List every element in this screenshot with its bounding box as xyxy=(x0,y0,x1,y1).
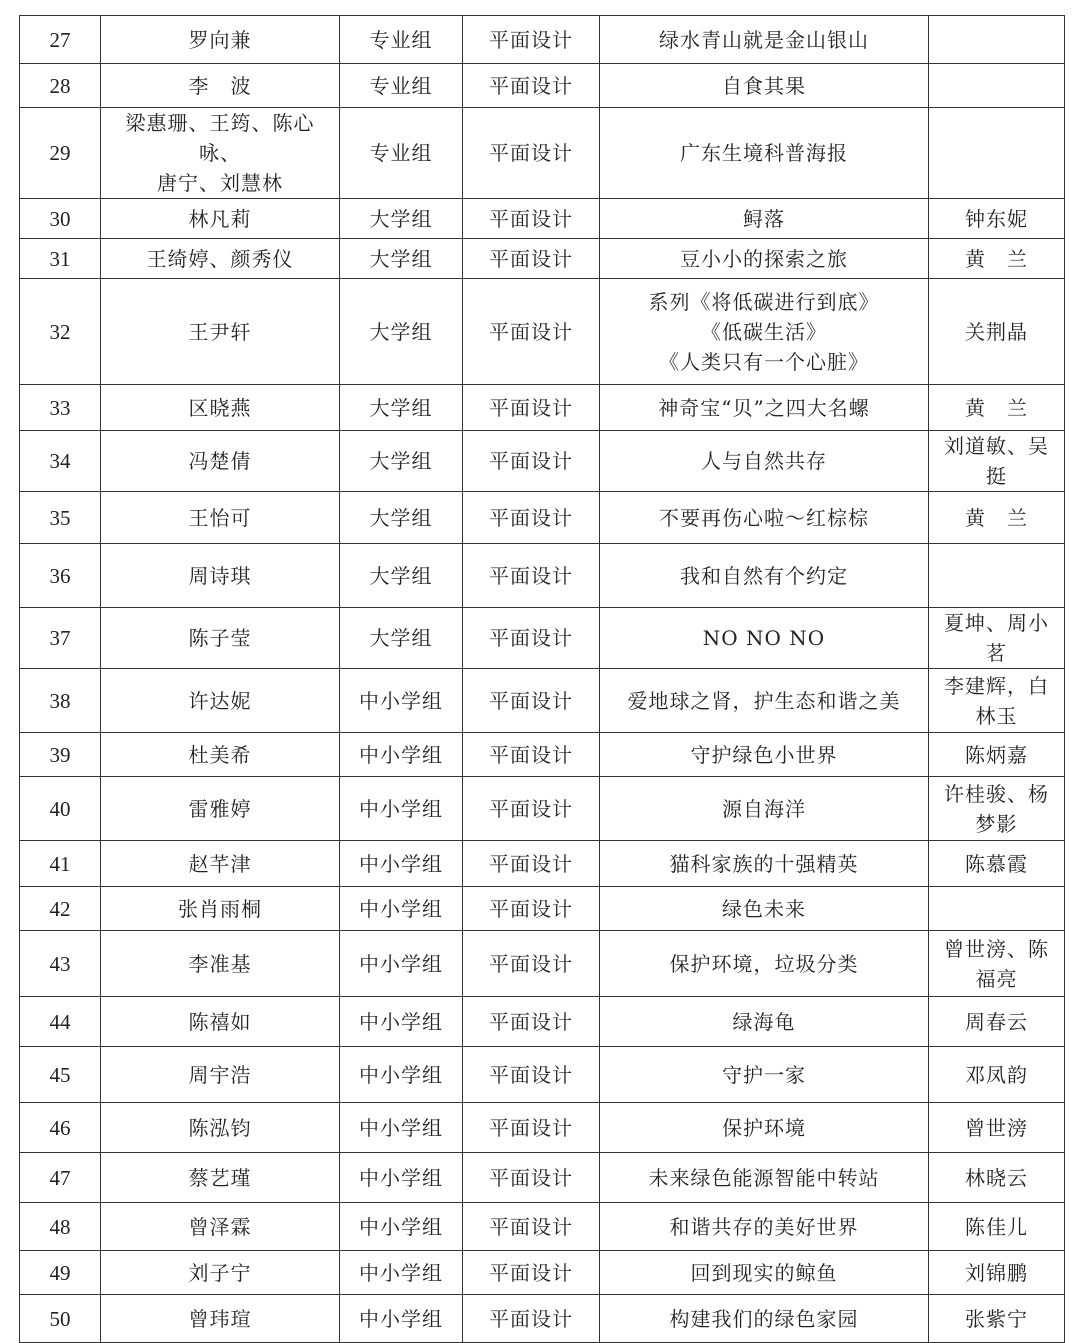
work-title-cell-line: 神奇宝“贝”之四大名螺 xyxy=(658,395,870,420)
author-names-cell-line: 梁惠珊、王筠、陈心咏、 xyxy=(125,111,315,165)
work-title-cell xyxy=(600,385,929,431)
group-cell: 专业组 xyxy=(340,108,463,199)
author-names-cell-line: 区晓燕 xyxy=(188,395,252,420)
work-title-cell-line: 绿水青山就是金山银山 xyxy=(659,27,869,52)
row-number-cell: 41 xyxy=(20,841,101,887)
advisor-cell xyxy=(929,239,1065,279)
work-title-cell-line: 绿海龟 xyxy=(732,1009,796,1034)
author-names-cell-line: 李准基 xyxy=(188,951,252,976)
author-names-cell-line: 李 波 xyxy=(188,73,252,98)
table-row xyxy=(20,16,1065,64)
table-row xyxy=(20,385,1065,431)
work-title-cell xyxy=(600,544,929,608)
row-number-cell: 46 xyxy=(20,1103,101,1153)
table-row xyxy=(20,1251,1065,1295)
row-number-cell: 40 xyxy=(20,777,101,841)
author-names-cell xyxy=(101,887,340,931)
advisor-cell xyxy=(929,108,1065,199)
author-names-cell-line: 陈禧如 xyxy=(188,1009,252,1034)
table-row xyxy=(20,997,1065,1047)
table-row xyxy=(20,1295,1065,1343)
row-number-cell: 39 xyxy=(20,733,101,777)
advisor-cell-line: 许桂骏、杨 xyxy=(944,781,1049,806)
category-cell: 平面设计 xyxy=(463,239,600,279)
row-number-cell: 38 xyxy=(20,669,101,733)
category-cell: 平面设计 xyxy=(463,1103,600,1153)
work-title-cell xyxy=(600,733,929,777)
author-names-cell xyxy=(101,279,340,385)
advisor-cell xyxy=(929,1047,1065,1103)
group-cell: 大学组 xyxy=(340,608,463,669)
author-names-cell xyxy=(101,1295,340,1343)
author-names-cell xyxy=(101,492,340,544)
work-title-cell-line: 我和自然有个约定 xyxy=(680,563,848,588)
author-names-cell xyxy=(101,1047,340,1103)
advisor-cell-line: 梦影 xyxy=(975,811,1018,836)
advisor-cell-line: 邓凤韵 xyxy=(965,1062,1028,1087)
category-cell: 平面设计 xyxy=(463,931,600,997)
category-cell: 平面设计 xyxy=(463,385,600,431)
work-title-cell xyxy=(600,1103,929,1153)
advisor-cell xyxy=(929,733,1065,777)
advisor-cell xyxy=(929,608,1065,669)
work-title-cell xyxy=(600,931,929,997)
author-names-cell xyxy=(101,239,340,279)
category-cell: 平面设计 xyxy=(463,1047,600,1103)
work-title-cell-line: 未来绿色能源智能中转站 xyxy=(648,1165,880,1190)
advisor-cell xyxy=(929,1295,1065,1343)
work-title-cell xyxy=(600,239,929,279)
award-list-table xyxy=(19,15,1064,1343)
category-cell: 平面设计 xyxy=(463,199,600,239)
author-names-cell xyxy=(101,669,340,733)
group-cell: 大学组 xyxy=(340,431,463,492)
advisor-cell-line: 曾世滂 xyxy=(965,1115,1028,1140)
category-cell: 平面设计 xyxy=(463,64,600,108)
author-names-cell xyxy=(101,544,340,608)
work-title-cell xyxy=(600,16,929,64)
author-names-cell-line: 张肖雨桐 xyxy=(178,896,262,921)
group-cell: 大学组 xyxy=(340,544,463,608)
category-cell: 平面设计 xyxy=(463,108,600,199)
advisor-cell-line: 钟东妮 xyxy=(965,206,1028,231)
advisor-cell xyxy=(929,1103,1065,1153)
author-names-cell-line: 雷雅婷 xyxy=(188,796,252,821)
author-names-cell xyxy=(101,108,340,199)
row-number-cell: 49 xyxy=(20,1251,101,1295)
group-cell: 大学组 xyxy=(340,279,463,385)
table-row xyxy=(20,239,1065,279)
author-names-cell-line: 王怡可 xyxy=(188,505,252,530)
row-number-cell: 45 xyxy=(20,1047,101,1103)
table-row xyxy=(20,492,1065,544)
advisor-cell-line: 黄 兰 xyxy=(965,395,1028,420)
advisor-cell xyxy=(929,16,1065,64)
category-cell: 平面设计 xyxy=(463,431,600,492)
advisor-cell-line: 关荆晶 xyxy=(965,319,1028,344)
work-title-cell-line: 回到现实的鲸鱼 xyxy=(690,1260,838,1285)
work-title-cell-line: 鲟落 xyxy=(743,206,785,231)
group-cell: 中小学组 xyxy=(340,669,463,733)
work-title-cell-line: 和谐共存的美好世界 xyxy=(669,1214,859,1239)
work-title-cell xyxy=(600,777,929,841)
row-number-cell: 44 xyxy=(20,997,101,1047)
table-row xyxy=(20,608,1065,669)
row-number-cell: 30 xyxy=(20,199,101,239)
work-title-cell-line: 自食其果 xyxy=(722,73,806,98)
advisor-cell xyxy=(929,431,1065,492)
advisor-cell xyxy=(929,279,1065,385)
advisor-cell-line: 李建辉，白 xyxy=(944,673,1049,698)
row-number-cell: 34 xyxy=(20,431,101,492)
table-row xyxy=(20,887,1065,931)
category-cell: 平面设计 xyxy=(463,1203,600,1251)
advisor-cell-line: 刘锦鹏 xyxy=(965,1260,1028,1285)
author-names-cell xyxy=(101,733,340,777)
advisor-cell xyxy=(929,669,1065,733)
group-cell: 中小学组 xyxy=(340,841,463,887)
author-names-cell xyxy=(101,1103,340,1153)
group-cell: 中小学组 xyxy=(340,1153,463,1203)
work-title-cell xyxy=(600,108,929,199)
advisor-cell xyxy=(929,997,1065,1047)
table-row xyxy=(20,931,1065,997)
row-number-cell: 32 xyxy=(20,279,101,385)
work-title-cell xyxy=(600,887,929,931)
author-names-cell-line: 罗向兼 xyxy=(188,27,252,52)
advisor-cell xyxy=(929,385,1065,431)
work-title-cell-line: 保护环境 xyxy=(722,1115,806,1140)
category-cell: 平面设计 xyxy=(463,608,600,669)
author-names-cell-line: 许达妮 xyxy=(188,688,252,713)
work-title-cell-line: 豆小小的探索之旅 xyxy=(680,246,848,271)
row-number-cell: 47 xyxy=(20,1153,101,1203)
author-names-cell-line: 曾泽霖 xyxy=(188,1214,252,1239)
work-title-cell-line: NO NO NO xyxy=(702,626,826,650)
advisor-cell xyxy=(929,492,1065,544)
row-number-cell: 37 xyxy=(20,608,101,669)
work-title-cell xyxy=(600,1251,929,1295)
work-title-cell xyxy=(600,199,929,239)
table-row xyxy=(20,669,1065,733)
group-cell: 中小学组 xyxy=(340,1103,463,1153)
group-cell: 中小学组 xyxy=(340,997,463,1047)
author-names-cell xyxy=(101,64,340,108)
work-title-cell xyxy=(600,64,929,108)
work-title-cell-line: 系列《将低碳进行到底》 xyxy=(648,289,880,314)
group-cell: 中小学组 xyxy=(340,1047,463,1103)
table-row xyxy=(20,279,1065,385)
work-title-cell-line: 构建我们的绿色家园 xyxy=(669,1306,859,1331)
advisor-cell xyxy=(929,1153,1065,1203)
row-number-cell: 43 xyxy=(20,931,101,997)
advisor-cell-line: 黄 兰 xyxy=(965,505,1028,530)
author-names-cell-line: 唐宁、刘慧林 xyxy=(157,171,283,195)
advisor-cell xyxy=(929,64,1065,108)
category-cell: 平面设计 xyxy=(463,1251,600,1295)
advisor-cell-line: 陈炳嘉 xyxy=(965,742,1028,767)
author-names-cell-line: 冯楚倩 xyxy=(188,449,252,473)
advisor-cell xyxy=(929,841,1065,887)
author-names-cell xyxy=(101,931,340,997)
advisor-cell-line: 陈慕霞 xyxy=(965,851,1028,876)
group-cell: 中小学组 xyxy=(340,931,463,997)
author-names-cell xyxy=(101,385,340,431)
table-row xyxy=(20,64,1065,108)
group-cell: 中小学组 xyxy=(340,1251,463,1295)
row-number-cell: 28 xyxy=(20,64,101,108)
group-cell: 专业组 xyxy=(340,16,463,64)
table-row xyxy=(20,841,1065,887)
work-title-cell-line: 广东生境科普海报 xyxy=(680,141,848,165)
category-cell: 平面设计 xyxy=(463,997,600,1047)
work-title-cell-line: 保护环境，垃圾分类 xyxy=(669,951,859,976)
work-title-cell xyxy=(600,608,929,669)
work-title-cell xyxy=(600,1295,929,1343)
table-row xyxy=(20,1153,1065,1203)
advisor-cell xyxy=(929,199,1065,239)
group-cell: 大学组 xyxy=(340,199,463,239)
advisor-cell-line: 张紫宁 xyxy=(965,1306,1028,1331)
group-cell: 中小学组 xyxy=(340,887,463,931)
group-cell: 大学组 xyxy=(340,492,463,544)
work-title-cell-line: 猫科家族的十强精英 xyxy=(669,851,859,876)
category-cell: 平面设计 xyxy=(463,733,600,777)
row-number-cell: 48 xyxy=(20,1203,101,1251)
group-cell: 中小学组 xyxy=(340,733,463,777)
row-number-cell: 42 xyxy=(20,887,101,931)
advisor-cell xyxy=(929,931,1065,997)
advisor-cell xyxy=(929,544,1065,608)
author-names-cell xyxy=(101,841,340,887)
category-cell: 平面设计 xyxy=(463,279,600,385)
author-names-cell xyxy=(101,1251,340,1295)
row-number-cell: 31 xyxy=(20,239,101,279)
table-body xyxy=(20,16,1065,1343)
work-title-cell-line: 《低碳生活》 xyxy=(701,319,827,344)
author-names-cell-line: 林凡莉 xyxy=(188,206,252,231)
work-title-cell xyxy=(600,1153,929,1203)
work-title-cell-line: 爱地球之肾，护生态和谐之美 xyxy=(627,688,901,713)
row-number-cell: 27 xyxy=(20,16,101,64)
group-cell: 中小学组 xyxy=(340,1295,463,1343)
table-row xyxy=(20,777,1065,841)
group-cell: 中小学组 xyxy=(340,777,463,841)
row-number-cell: 33 xyxy=(20,385,101,431)
author-names-cell xyxy=(101,777,340,841)
author-names-cell xyxy=(101,16,340,64)
work-title-cell-line: 绿色未来 xyxy=(722,896,806,921)
author-names-cell-line: 陈子莹 xyxy=(188,626,252,650)
table-row xyxy=(20,1047,1065,1103)
table-row xyxy=(20,199,1065,239)
author-names-cell-line: 曾玮瑄 xyxy=(188,1306,252,1331)
category-cell: 平面设计 xyxy=(463,887,600,931)
advisor-cell-line: 黄 兰 xyxy=(965,246,1028,271)
work-title-cell xyxy=(600,431,929,492)
author-names-cell xyxy=(101,608,340,669)
author-names-cell xyxy=(101,199,340,239)
work-title-cell xyxy=(600,669,929,733)
advisor-cell xyxy=(929,777,1065,841)
author-names-cell-line: 刘子宁 xyxy=(188,1260,252,1285)
work-title-cell xyxy=(600,997,929,1047)
table-row xyxy=(20,1203,1065,1251)
table-row xyxy=(20,733,1065,777)
group-cell: 专业组 xyxy=(340,64,463,108)
advisor-cell-line: 林晓云 xyxy=(965,1165,1028,1190)
author-names-cell-line: 陈泓钧 xyxy=(188,1115,252,1140)
work-title-cell-line: 不要再伤心啦～红棕棕 xyxy=(659,505,869,530)
advisor-cell-line: 夏坤、周小茗 xyxy=(944,611,1049,665)
category-cell: 平面设计 xyxy=(463,841,600,887)
advisor-cell xyxy=(929,1203,1065,1251)
category-cell: 平面设计 xyxy=(463,669,600,733)
work-title-cell xyxy=(600,279,929,385)
author-names-cell xyxy=(101,1153,340,1203)
work-title-cell xyxy=(600,1047,929,1103)
work-title-cell-line: 《人类只有一个心脏》 xyxy=(659,349,869,374)
group-cell: 中小学组 xyxy=(340,1203,463,1251)
work-title-cell-line: 守护绿色小世界 xyxy=(690,742,838,767)
group-cell: 大学组 xyxy=(340,239,463,279)
work-title-cell-line: 人与自然共存 xyxy=(701,449,827,473)
table-row xyxy=(20,1103,1065,1153)
author-names-cell xyxy=(101,431,340,492)
table-row xyxy=(20,108,1065,199)
category-cell: 平面设计 xyxy=(463,492,600,544)
work-title-cell-line: 守护一家 xyxy=(722,1062,806,1087)
advisor-cell-line: 曾世滂、陈 xyxy=(944,936,1049,961)
author-names-cell xyxy=(101,997,340,1047)
advisor-cell xyxy=(929,1251,1065,1295)
author-names-cell-line: 王绮婷、颜秀仪 xyxy=(146,246,294,271)
author-names-cell-line: 周宇浩 xyxy=(188,1062,252,1087)
work-title-cell xyxy=(600,1203,929,1251)
row-number-cell: 50 xyxy=(20,1295,101,1343)
row-number-cell: 29 xyxy=(20,108,101,199)
author-names-cell-line: 赵芊津 xyxy=(188,851,252,876)
advisor-cell-line: 刘道敏、吴 挺 xyxy=(944,434,1049,488)
advisor-cell-line: 周春云 xyxy=(965,1009,1028,1034)
author-names-cell-line: 周诗琪 xyxy=(188,563,252,588)
category-cell: 平面设计 xyxy=(463,16,600,64)
work-title-cell-line: 源自海洋 xyxy=(722,796,806,821)
category-cell: 平面设计 xyxy=(463,544,600,608)
author-names-cell-line: 王尹轩 xyxy=(188,319,252,344)
work-title-cell xyxy=(600,492,929,544)
category-cell: 平面设计 xyxy=(463,777,600,841)
advisor-cell-line: 陈佳儿 xyxy=(965,1214,1028,1239)
advisor-cell xyxy=(929,887,1065,931)
author-names-cell xyxy=(101,1203,340,1251)
advisor-cell-line: 福亮 xyxy=(975,966,1018,991)
category-cell: 平面设计 xyxy=(463,1295,600,1343)
work-title-cell xyxy=(600,841,929,887)
table-row xyxy=(20,544,1065,608)
row-number-cell: 36 xyxy=(20,544,101,608)
table-row xyxy=(20,431,1065,492)
author-names-cell-line: 杜美希 xyxy=(188,742,252,767)
group-cell: 大学组 xyxy=(340,385,463,431)
author-names-cell-line: 蔡艺瑾 xyxy=(188,1165,252,1190)
advisor-cell-line: 林玉 xyxy=(975,703,1018,728)
row-number-cell: 35 xyxy=(20,492,101,544)
category-cell: 平面设计 xyxy=(463,1153,600,1203)
